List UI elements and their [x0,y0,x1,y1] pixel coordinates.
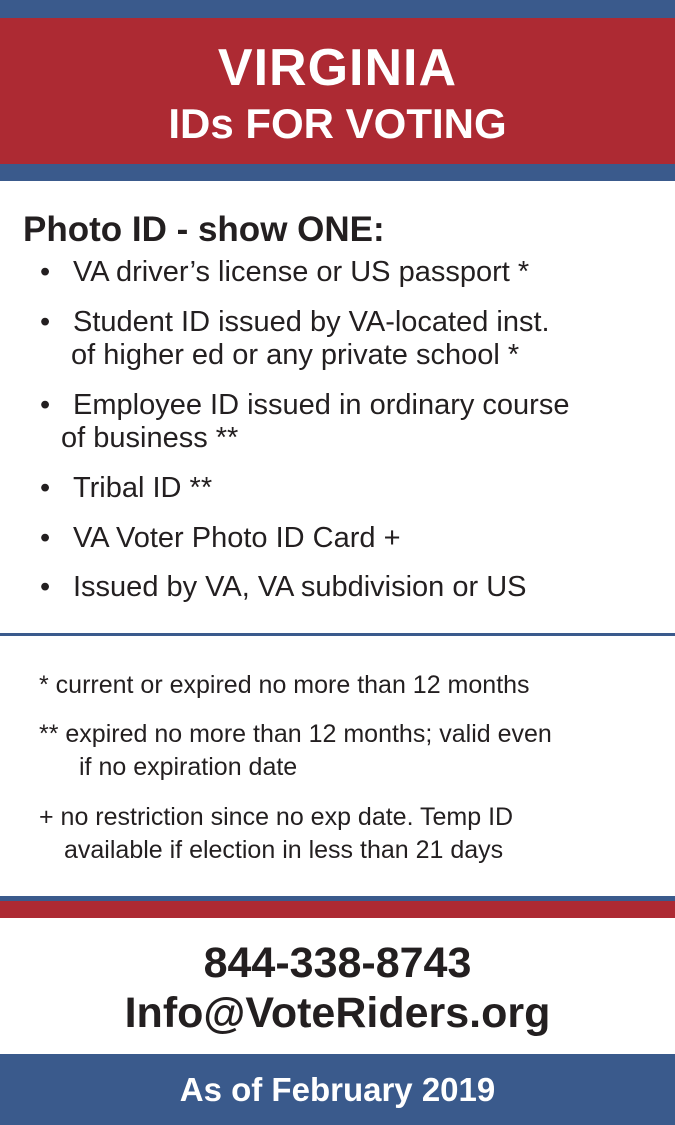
list-item-continuation: of business ** [61,422,239,454]
header-title: VIRGINIA [217,39,458,97]
bullet-icon: • [40,306,51,338]
list-item-text: VA Voter Photo ID Card + [73,522,401,554]
list-item [40,256,529,289]
list-item-text: Issued by VA, VA subdivision or US [73,571,527,603]
section-divider [0,633,675,636]
footer-banner [0,1054,675,1125]
header-blue-stripe [0,164,675,181]
photo-id-heading: Photo ID - show ONE: [23,210,385,249]
footnote-double-asterisk: ** expired no more than 12 months; valid even [39,720,552,748]
bullet-icon: • [40,571,51,603]
bullet-icon: • [40,472,51,504]
bullet-icon: • [40,522,51,554]
header-banner [0,18,675,164]
footnote-double-asterisk-continuation: if no expiration date [79,753,298,781]
list-item-continuation: of higher ed or any private school * [71,339,520,371]
list-item [40,306,550,339]
contact-block [0,938,675,1038]
list-item-text: Student ID issued by VA-located inst. [73,306,550,338]
footnote-plus-continuation: available if election in less than 21 days [64,836,504,864]
list-item-text: VA driver’s license or US passport * [73,256,530,288]
footnote-single-asterisk: * current or expired no more than 12 months [39,671,530,699]
list-item [40,389,569,422]
top-blue-stripe [0,0,675,18]
divider-red-stripe [0,901,675,918]
bullet-icon: • [40,389,51,421]
header-subtitle: IDs FOR VOTING [168,100,507,147]
list-item [40,522,401,555]
list-item [40,571,526,604]
footnote-plus: + no restriction since no exp date. Temp ID [39,803,514,831]
list-item-text: Employee ID issued in ordinary course [73,389,570,421]
email-address: Info@VoteRiders.org [124,989,551,1037]
as-of-date: As of February 2019 [179,1071,496,1108]
list-item-text: Tribal ID ** [73,472,213,504]
phone-number: 844-338-8743 [203,939,472,987]
bullet-icon: • [40,256,51,288]
list-item [40,472,212,505]
